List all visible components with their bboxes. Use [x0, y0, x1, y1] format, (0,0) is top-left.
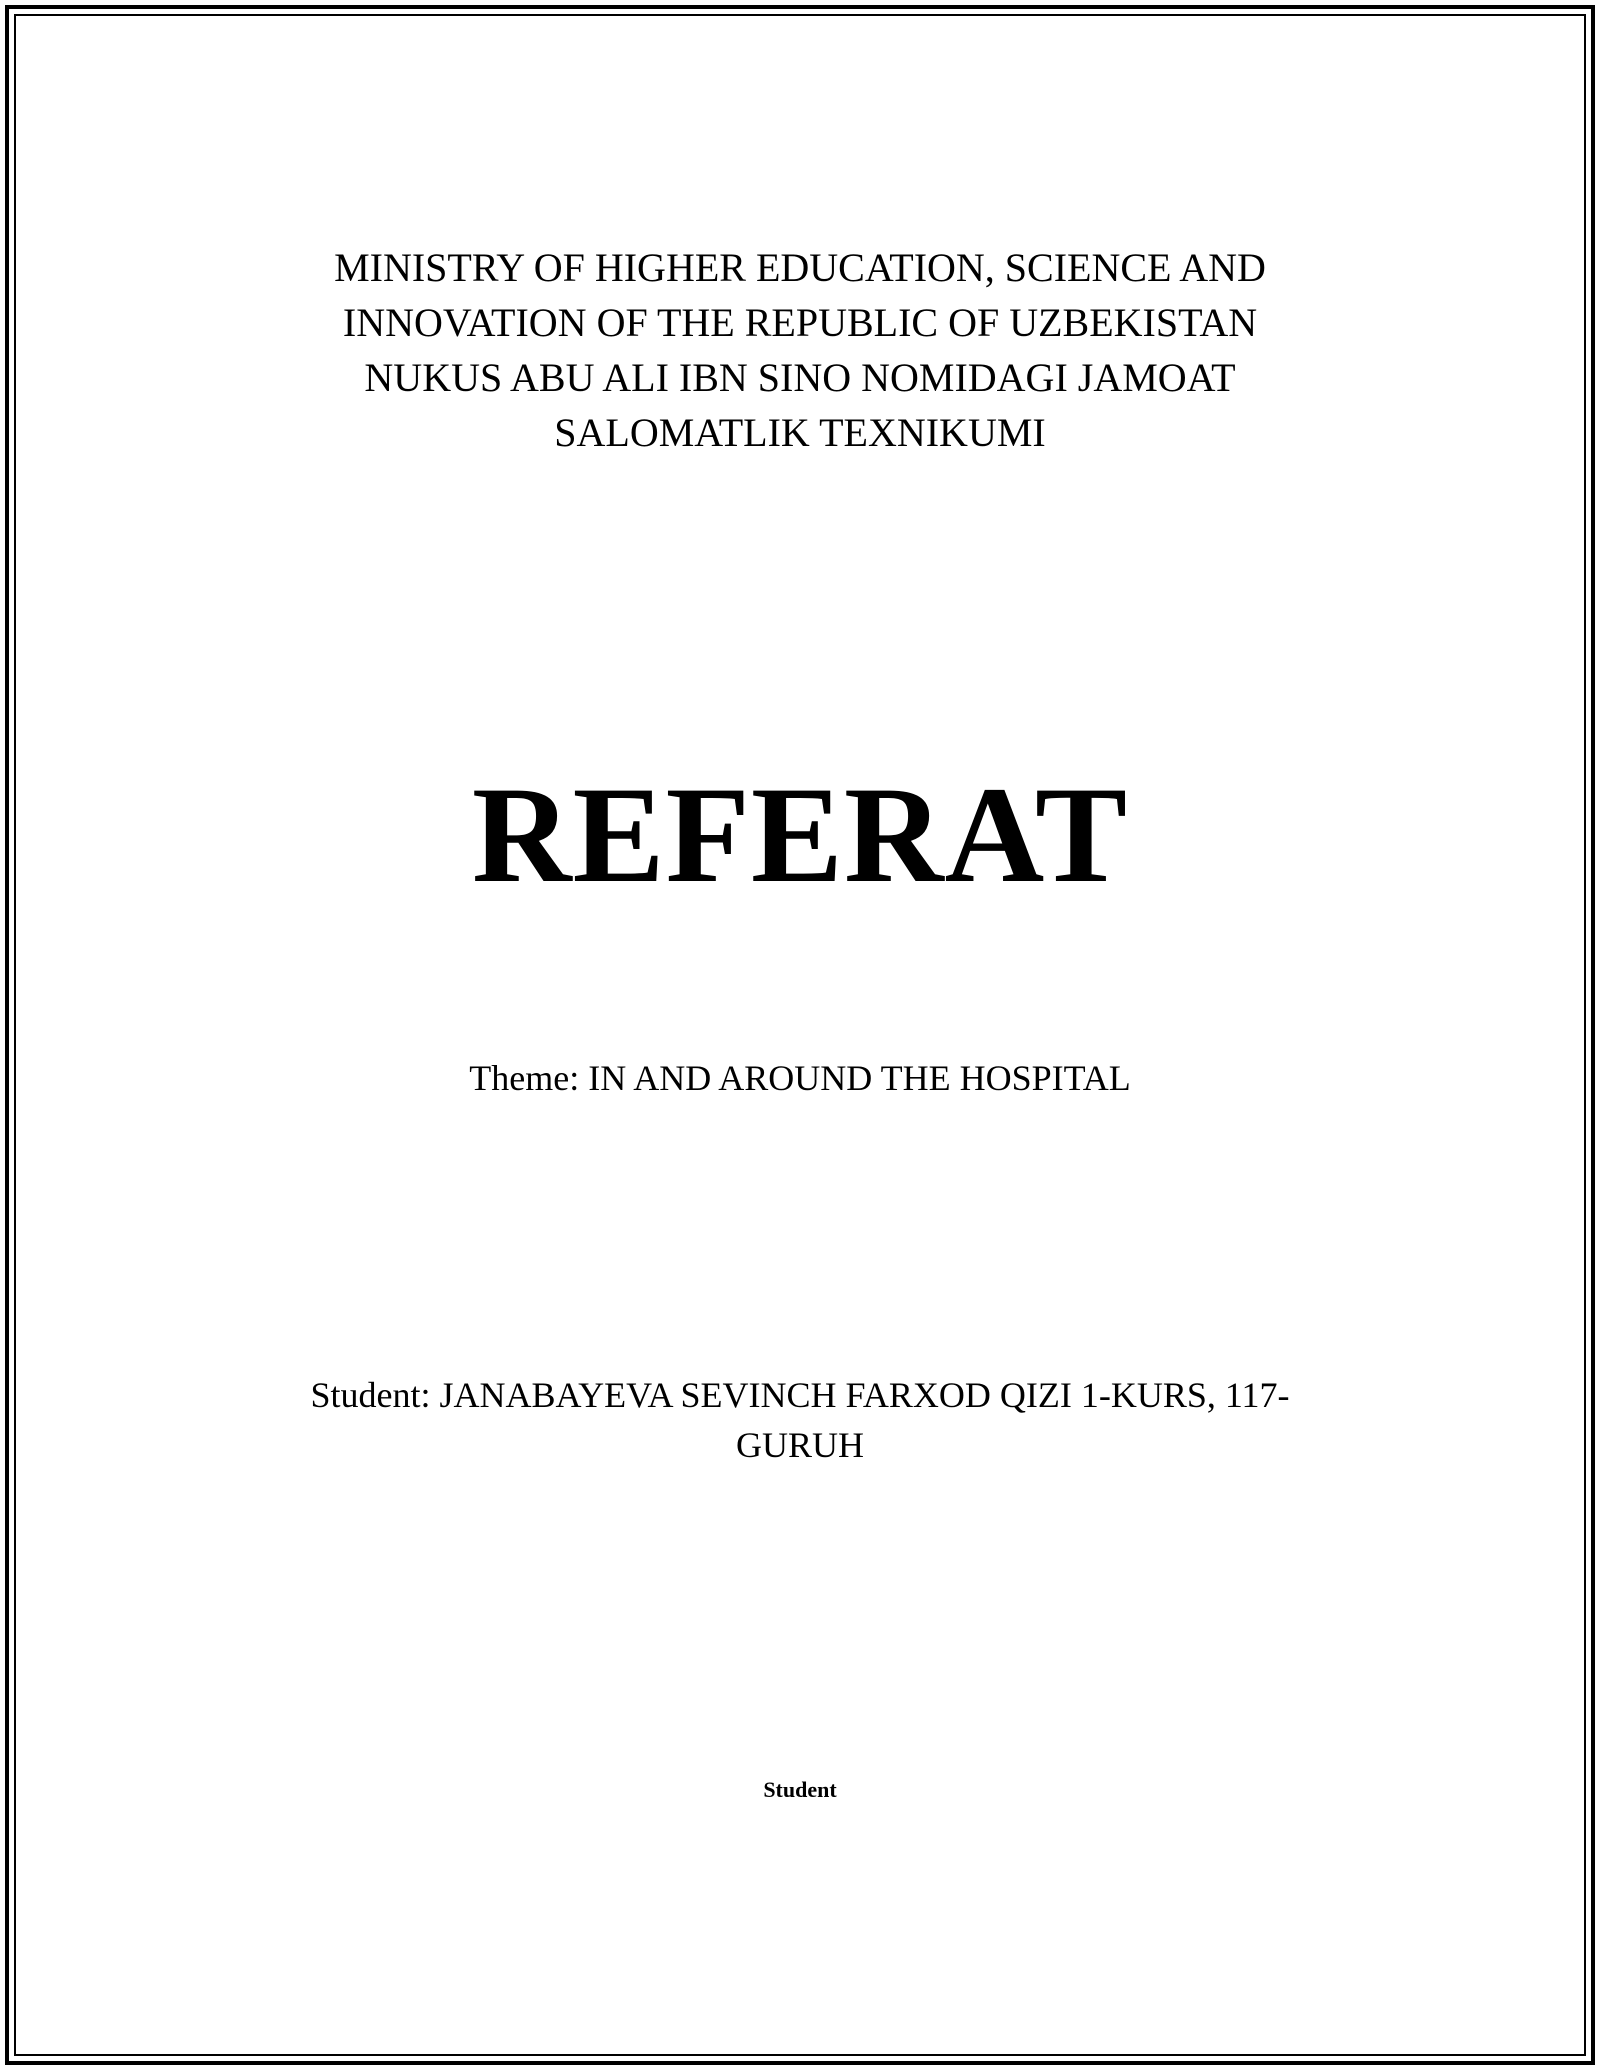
institution-header-line-3: NUKUS ABU ALI IBN SINO NOMIDAGI JAMOAT	[364, 355, 1236, 400]
institution-header-line-1: MINISTRY OF HIGHER EDUCATION, SCIENCE AND	[334, 245, 1266, 290]
student-info	[200, 1370, 1400, 1470]
student-info-line-1: Student: JANABAYEVA SEVINCH FARXOD QIZI 1-KURS, 117-	[310, 1375, 1290, 1415]
footer-student-label: Student	[763, 1777, 837, 1802]
document-title: REFERAT	[471, 758, 1129, 911]
institution-header-line-2: INNOVATION OF THE REPUBLIC OF UZBEKISTAN	[342, 300, 1258, 345]
institution-header	[200, 240, 1400, 460]
institution-header-line-4: SALOMATLIK TEXNIKUMI	[554, 410, 1046, 455]
student-info-line-2: GURUH	[735, 1425, 864, 1465]
document-theme: Theme: IN AND AROUND THE HOSPITAL	[469, 1058, 1131, 1098]
